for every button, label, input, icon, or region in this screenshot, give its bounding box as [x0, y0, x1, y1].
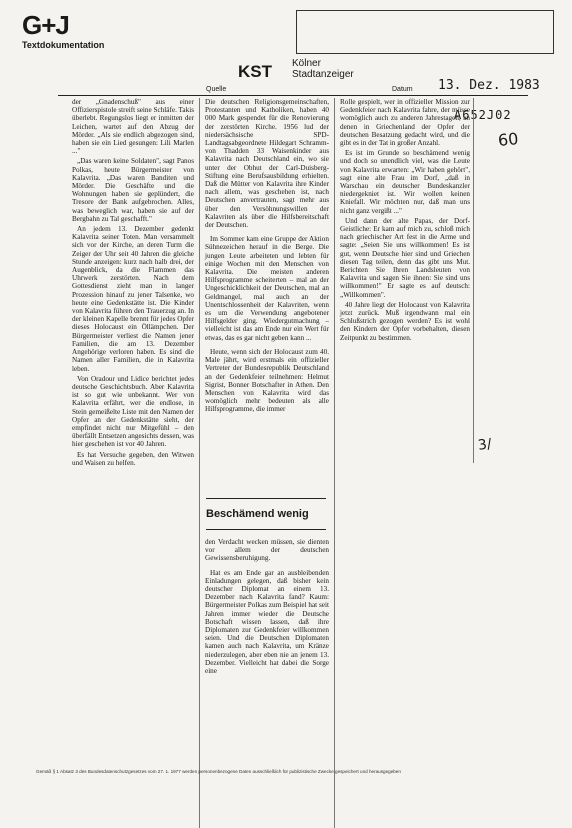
column-rule-3: [473, 98, 474, 463]
subheading: Beschämend wenig: [206, 508, 309, 520]
date-stamp: 13. Dez. 1983: [438, 78, 540, 93]
publication-name-line-1: Kölner: [292, 58, 321, 69]
paragraph: An jedem 13. Dezember gedenkt Kalavrita seiner Toten. Man versammelt sich vor der Kirche, an deren Turm die Zeiger der Uhr seit 40 Jahren die gleiche Stunde anzeigen: kurz nach halb drei, der Augenblick, da die Flammen das Uhrwerk zerstörten. Nach dem Gottesdienst zieht man in langer Prozession hinauf zu jener Talsenke, wo heute eine Gedenkstätte ist. Die Kinder von Kalavrita führen den Trauerzug an. In der kleinen Kapelle brennt für jedes Opfer dieses Holocaust ein Öllämpchen. Der Bürgermeister verliest die Namen jener Familien, die am 13. Dezember Angehörige verloren haben. Es sind die Namen aller Familien, die in Kalavrita leben.: [72, 225, 194, 373]
handwritten-note: 3/: [476, 436, 493, 454]
article-column-1: [72, 98, 194, 469]
column-rule-2: [334, 98, 335, 828]
article-column-2b: [205, 538, 329, 677]
paragraph: Von Oradour und Lidice berichtet jedes deutsche Geschichtsbuch. Aber Kalavrita ist so gut wie unbekannt. Wer von Kalavrita erfährt, wer die endlose, in Stein gemeißelte Liste mit den Namen der Opfer an der Gedenkstätte sieht, der empfindet nicht nur Mitgefühl – den überfällt Entsetzen angesichts dessen, was hier geschehen ist vor 40 Jahren.: [72, 374, 194, 449]
paragraph: Hat es am Ende gar an ausbleibenden Einladungen gelegen, daß bisher kein deutscher Diplomat an einem 13. Dezember nach Kalavrita fand? Kaum: Bürgermeister Polkas zum Beispiel hat seit Jahren immer wieder die Deutsche Botschaft wissen lassen, daß ihre Diplomaten zur Gedenkfeier willkommen seien. Und die Deutschen Diplomaten kamen auch nach Kalavrita, um Kränze niederzulegen, aber eben nie an jenem 13. Dezember. Vielleicht hat dabei die Sorge eine: [205, 568, 329, 676]
date-label: Datum: [392, 86, 413, 93]
logo-mark: G+J: [22, 10, 69, 40]
logo: [22, 12, 104, 50]
paragraph: Heute, wenn sich der Holocaust zum 40. Male jährt, wird erstmals ein offizieller Vertreter der Bundesrepublik Deutschland an der Gedenkfeier teilnehmen: Helmut Sigrist, Bonner Botschafter in Athen. Den Menschen von Kalavrita wird das womöglich mehr bedeuten als alle Hilfsprogramme, die immer: [205, 347, 329, 414]
paragraph: Rolle gespielt, wer in offizieller Mission zur Gedenkfeier nach Kalavrita fahre, der müsse womöglich auch zu anderen Jahrestagen, an denen in Griechenland der Opfer der deutschen Besatzung gedacht wird, und die gibt es in der Tat in großer Anzahl.: [340, 98, 470, 148]
header-rule: [58, 95, 528, 96]
paragraph: 40 Jahre liegt der Holocaust von Kalavrita jetzt zurück. Muß irgendwann mal ein Schlußstrich gezogen werden? Es ist wohl den Kindern der Opfer vorbehalten, diesen Zeitpunkt zu bestimmen.: [340, 300, 470, 342]
paragraph: Die deutschen Religionsgemeinschaften, Protestanten und Katholiken, haben 40 000 Mark gespendet für die Renovierung der zerstörten Kirche. 1956 lud der niedersächsische SPD-Landtagsabgeordnete Hildegart Schramm-von Thadden 33 Waisenkinder aus Kalavrita nach Deutschland ein, wo sie unter der Obhut der Carl-Duisberg-Stiftung eine Berufsausbildung erhielten. Daß die Mütter von Kalavrita ihre Kinder nach allem, was geschehen ist, nach Deutschen anvertrauten, sagt mehr aus über den Versöhnungswillen der Kalavriten als über die Hilfsbereitschaft der Deutschen.: [205, 98, 329, 230]
column-rule-1: [199, 98, 200, 828]
publication-abbr: KST: [238, 62, 272, 81]
publication-name-line-2: Stadtanzeiger: [292, 69, 354, 80]
paragraph: den Verdacht wecken müssen, sie dienten vor allem der deutschen Gewissensberuhigung.: [205, 538, 329, 563]
archive-code: A652J02: [454, 108, 512, 122]
handwritten-page-number: 60: [497, 128, 520, 151]
logo-subtitle: Textdokumentation: [22, 40, 105, 50]
paragraph: der „Gnadenschuß" aus einer Offizierspistole streift seine Schläfe. Takis überlebt. Regungslos liegt er inmitten der Leichen, wartet auf den Abzug der Mörder. „Als sie endlich abgezogen sind, haben sie ein Lied gesungen: Lili Marlen ...": [72, 98, 194, 156]
footer-legal-note: Gemäß § 1 Absatz 3 des Bundesdatenschutzgesetzes vom 27. 1. 1977 werden personenbezogene Daten ausschließlich für publizistische Zwecke gespeichert und herausgegeben: [36, 769, 401, 774]
paragraph: Es hat Versuche gegeben, den Witwen und Waisen zu helfen.: [72, 450, 194, 467]
paragraph: Und dann der alte Papas, der Dorf-Geistliche: Er kam auf mich zu, schloß mich nach griechischer Art fest in die Arme und sagte: „Seien Sie uns willkommen! Es ist gut, wenn Deutsche hier sind und Griechen diesen Tag teilen, denn das gibt uns Mut. Berichten Sie Ihren Landsleuten von Kalavrita und sagen Sie ihnen: Sie sind uns willkommen!" Er sagte es auf deutsch: „Willkommen".: [340, 216, 470, 299]
paragraph: Es ist im Grunde so beschämend wenig und doch so unendlich viel, was die Leute von Kalavrita erwarten: „Wir haben gehört", sagt eine alte Frau im Dorf, „daß in Warschau ein deutscher Bundeskanzler niedergekniet ist. Wir wollen keinen Kniefall. Wir möchten nur, daß man uns nicht ganz vergißt ...": [340, 149, 470, 215]
article-column-2: [205, 98, 329, 416]
paragraph: Im Sommer kam eine Gruppe der Aktion Sühnezeichen herauf in die Berge. Die jungen Leute arbeiteten und lebten für einige Wochen mit den Menschen von Kalavrita. Die meisten anderen Hilfsprogramme scheiterten – mal an der Ungeschicklichkeit der Deutschen, mal an Geldmangel, mal auch an der Unentschlossenheit der Kalavriten, wenn es um die Verwendung angebotener Hilfsgelder ging. Wiedergutmachung – vielleicht ist das am Ende nur ein Wert für etwas, das es gar nicht geben kann ...: [205, 235, 329, 342]
article-column-3: [340, 98, 470, 344]
paragraph: „Das waren keine Soldaten", sagt Panos Polkas, heute Bürgermeister von Kalavrita. „Das waren Banditen und Mörder. Die Geschäfte und die Wohnungen haben sie geplündert, die Tresore der Bank aufgebrochen. Alles, was beweglich war, haben sie auf der Bergbahn zu Tal geschafft.": [72, 157, 194, 223]
stamp-box: [296, 10, 554, 54]
subheading-box: [206, 498, 326, 530]
publication-name: [292, 58, 354, 80]
source-label: Quelle: [206, 86, 227, 93]
